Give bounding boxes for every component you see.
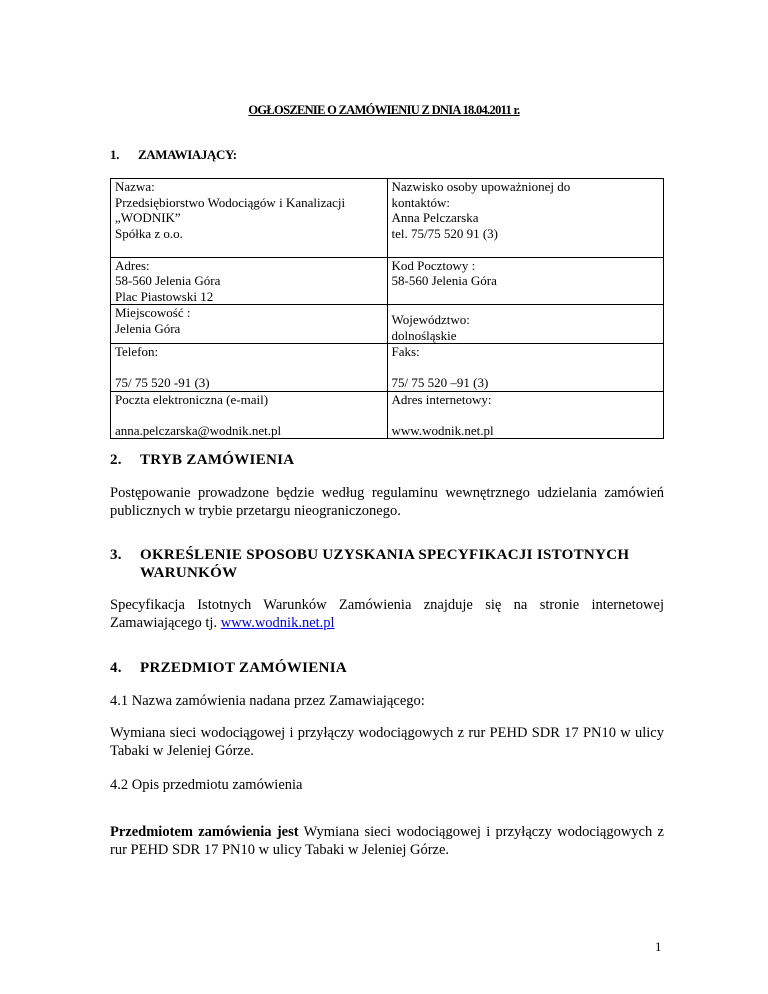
value-fax: 75/ 75 520 –91 (3): [391, 375, 489, 390]
value-address-street: Plac Piastowski 12: [115, 288, 214, 304]
label-address: Adres:: [115, 257, 150, 273]
table-cell-website: [387, 391, 664, 439]
value-city: Jelenia Góra: [115, 320, 181, 336]
value-address-city: 58-560 Jelenia Góra: [115, 273, 221, 288]
table-cell-contact-person: [387, 179, 664, 258]
section-4-heading: [110, 659, 347, 677]
label-email: Poczta elektroniczna (e-mail): [115, 391, 269, 407]
label-name: Nazwa:: [115, 179, 155, 194]
label-fax: Faks:: [391, 344, 420, 359]
table-row: [111, 344, 664, 392]
section-3-text-body: Specyfikacja Istotnych Warunków Zamówienia znajduje się na stronie internetowej Zamawiającego tj.: [110, 597, 664, 631]
order-description-bold: Przedmiotem zamówienia jest: [110, 824, 299, 840]
section-3-title-line2: WARUNKÓW: [140, 565, 238, 581]
value-company-form: Spółka z o.o.: [115, 225, 183, 241]
value-email: anna.pelczarska@wodnik.net.pl: [115, 422, 282, 438]
table-row: [111, 257, 664, 305]
section-2-title: TRYB ZAMÓWIENIA: [140, 452, 295, 468]
page-number: 1: [655, 939, 662, 954]
section-4-number: 4.: [110, 660, 122, 676]
label-voivodeship: Województwo:: [391, 312, 470, 327]
page-title: OGŁOSZENIE O ZAMÓWIENIU Z DNIA 18.04.2011 r.: [248, 103, 520, 117]
table-cell-name: [111, 179, 388, 258]
label-website: Adres internetowy:: [391, 391, 492, 407]
value-website: www.wodnik.net.pl: [391, 422, 494, 438]
order-description-text: Wymiana sieci wodociągowej i przyłączy wodociągowych z rur PEHD SDR 17 PN10 w ulicy Tabaki w Jeleniej Górze.: [110, 824, 664, 858]
section-3-text: [110, 596, 664, 632]
section-2-heading: [110, 451, 294, 469]
table-cell-fax: [387, 344, 664, 392]
value-postal-code: 58-560 Jelenia Góra: [391, 273, 497, 288]
order-description: [110, 823, 664, 859]
label-phone: Telefon:: [115, 344, 159, 359]
table-cell-voivodeship: [387, 305, 664, 344]
table-cell-city: [111, 305, 388, 344]
table-row: [111, 391, 664, 439]
value-contact-phone: tel. 75/75 520 91 (3): [391, 225, 499, 241]
section-1-title: ZAMAWIAJĄCY:: [138, 147, 237, 162]
contracting-authority-table: [110, 178, 664, 439]
label-city: Miejscowość :: [115, 305, 191, 320]
table-cell-address: [111, 257, 388, 305]
label-contact-person-2: kontaktów:: [391, 194, 450, 210]
website-link[interactable]: www.wodnik.net.pl: [220, 615, 335, 631]
table-cell-phone: [111, 344, 388, 392]
value-phone: 75/ 75 520 -91 (3): [115, 375, 210, 390]
section-3-number: 3.: [110, 547, 122, 563]
label-postal-code: Kod Pocztowy :: [391, 257, 476, 273]
table-cell-postal-code: [387, 257, 664, 305]
subsection-4-1-label: 4.1 Nazwa zamówienia nadana przez Zamawiającego:: [110, 693, 425, 709]
section-3-heading: [110, 546, 629, 582]
label-contact-person-1: Nazwisko osoby upoważnionej do: [391, 179, 571, 194]
section-1-heading: [110, 146, 237, 164]
section-3-title-line1: OKREŚLENIE SPOSOBU UZYSKANIA SPECYFIKACJI ISTOTNYCH: [140, 547, 630, 563]
section-4-title: PRZEDMIOT ZAMÓWIENIA: [140, 660, 347, 676]
section-2-text: Postępowanie prowadzone będzie według regulaminu wewnętrznego udzielania zamówień publicznych w trybie przetargu nieograniczonego.: [110, 485, 664, 519]
table-row: [111, 179, 664, 258]
section-1-number: 1.: [110, 147, 119, 162]
value-company-name: Przedsiębiorstwo Wodociągów i Kanalizacji „WODNIK”: [115, 194, 346, 225]
table-row: [111, 305, 664, 344]
value-contact-person: Anna Pelczarska: [391, 210, 479, 225]
section-2-number: 2.: [110, 452, 122, 468]
subsection-4-1-text: Wymiana sieci wodociągowej i przyłączy wodociągowych z rur PEHD SDR 17 PN10 w ulicy Tabaki w Jeleniej Górze.: [110, 725, 664, 759]
value-voivodeship: dolnośląskie: [391, 327, 457, 343]
table-cell-email: [111, 391, 388, 439]
subsection-4-2-label: 4.2 Opis przedmiotu zamówienia: [110, 777, 303, 793]
